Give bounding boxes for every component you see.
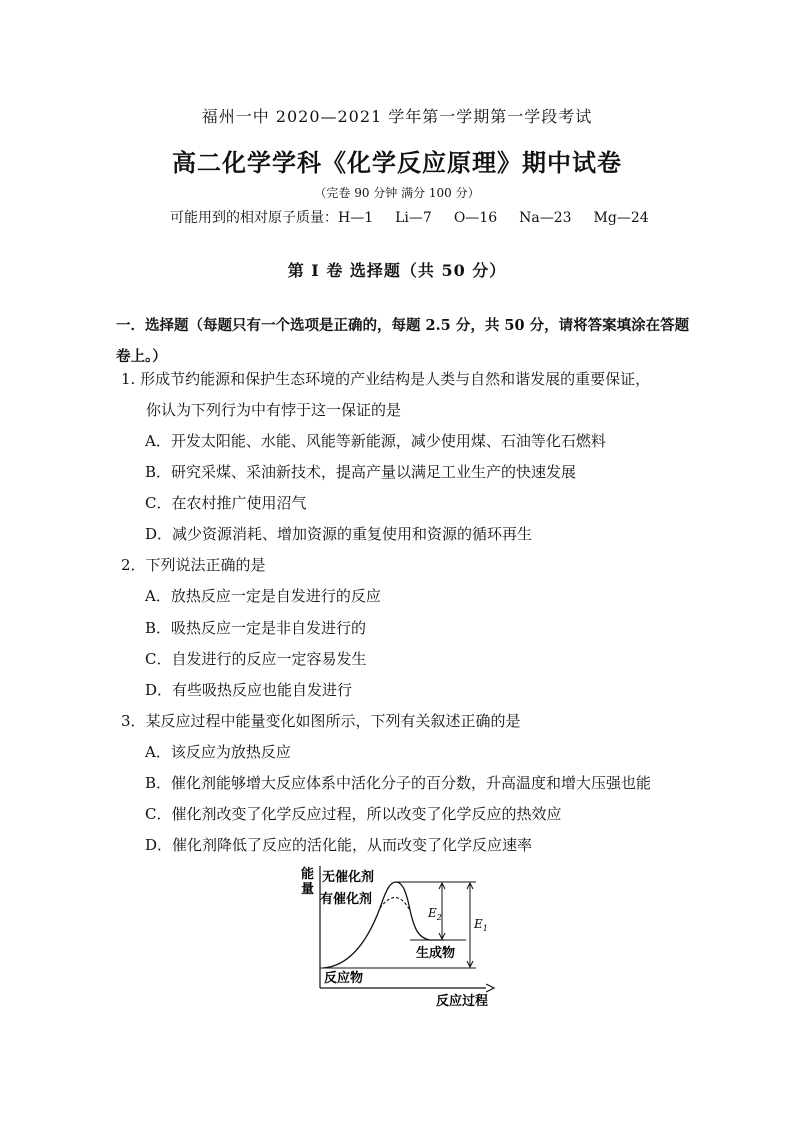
with-catalyst-label: 有催化剂 <box>320 892 373 907</box>
question-2-stem: 2．下列说法正确的是 <box>121 556 266 574</box>
y-axis-label-1: 能 <box>301 867 315 882</box>
x-axis-arrow <box>486 984 494 992</box>
atomic-mass-o: O—16 <box>453 210 498 226</box>
product-label: 生成物 <box>416 946 456 961</box>
exam-duration-score: （完卷 90 分钟 满分 100 分） <box>314 186 480 200</box>
e2-label: $E_2$ <box>428 906 442 922</box>
atomic-mass-mg: Mg—24 <box>593 210 649 226</box>
energy-profile-diagram <box>290 862 510 1012</box>
question-3-stem: 3．某反应过程中能量变化如图所示，下列有关叙述正确的是 <box>121 712 521 730</box>
question-1-option-d: D．减少资源消耗、增加资源的重复使用和资源的循环再生 <box>145 525 533 543</box>
question-1-stem-line2: 你认为下列行为中有悖于这一保证的是 <box>146 401 402 419</box>
question-2-option-d: D．有些吸热反应也能自发进行 <box>145 681 353 699</box>
question-3-option-c: C．催化剂改变了化学反应过程，所以改变了化学反应的热效应 <box>145 805 562 823</box>
y-axis-label-2: 量 <box>301 882 315 897</box>
reactant-label: 反应物 <box>324 971 364 986</box>
question-2-option-a: A．放热反应一定是自发进行的反应 <box>145 587 381 605</box>
atomic-mass-h: H—1 <box>338 210 374 226</box>
no-catalyst-label: 无催化剂 <box>322 870 375 885</box>
question-1-option-b: B．研究采煤、采油新技术，提高产量以满足工业生产的快速发展 <box>145 463 577 481</box>
question-3-option-d: D．催化剂降低了反应的活化能，从而改变了化学反应速率 <box>145 836 533 854</box>
x-axis-label: 反应过程 <box>436 994 489 1009</box>
e1-label: $E_1$ <box>474 917 488 933</box>
section-instructions: 一．选择题（每题只有一个选项是正确的，每题 2.5 分，共 50 分，请将答案填涂在答题卷上。） <box>116 317 690 365</box>
question-1-stem-line1: 1. 形成节约能源和保护生态环境的产业结构是人类与自然和谐发展的重要保证， <box>121 370 651 388</box>
atomic-mass-li: Li—7 <box>395 210 432 226</box>
question-3-option-b: B．催化剂能够增大反应体系中活化分子的百分数，升高温度和增大压强也能 <box>145 774 652 792</box>
atomic-masses-label: 可能用到的相对原子质量： <box>170 210 338 226</box>
question-2-option-b: B．吸热反应一定是非自发进行的 <box>145 619 367 637</box>
atomic-masses <box>170 207 671 227</box>
with-catalyst-curve <box>380 897 410 910</box>
exam-title: 高二化学学科《化学反应原理》期中试卷 <box>172 148 622 177</box>
exam-school-line: 福州一中 2020—2021 学年第一学期第一学段考试 <box>201 107 593 126</box>
section-title: 第 I 卷 选择题（共 50 分） <box>287 261 507 280</box>
question-1-option-c: C．在农村推广使用沼气 <box>145 494 307 512</box>
atomic-mass-na: Na—23 <box>519 210 572 226</box>
question-2-option-c: C．自发进行的反应一定容易发生 <box>145 650 367 668</box>
question-3-option-a: A．该反应为放热反应 <box>145 743 291 761</box>
question-1-option-a: A．开发太阳能、水能、风能等新能源，减少使用煤、石油等化石燃料 <box>145 432 606 450</box>
